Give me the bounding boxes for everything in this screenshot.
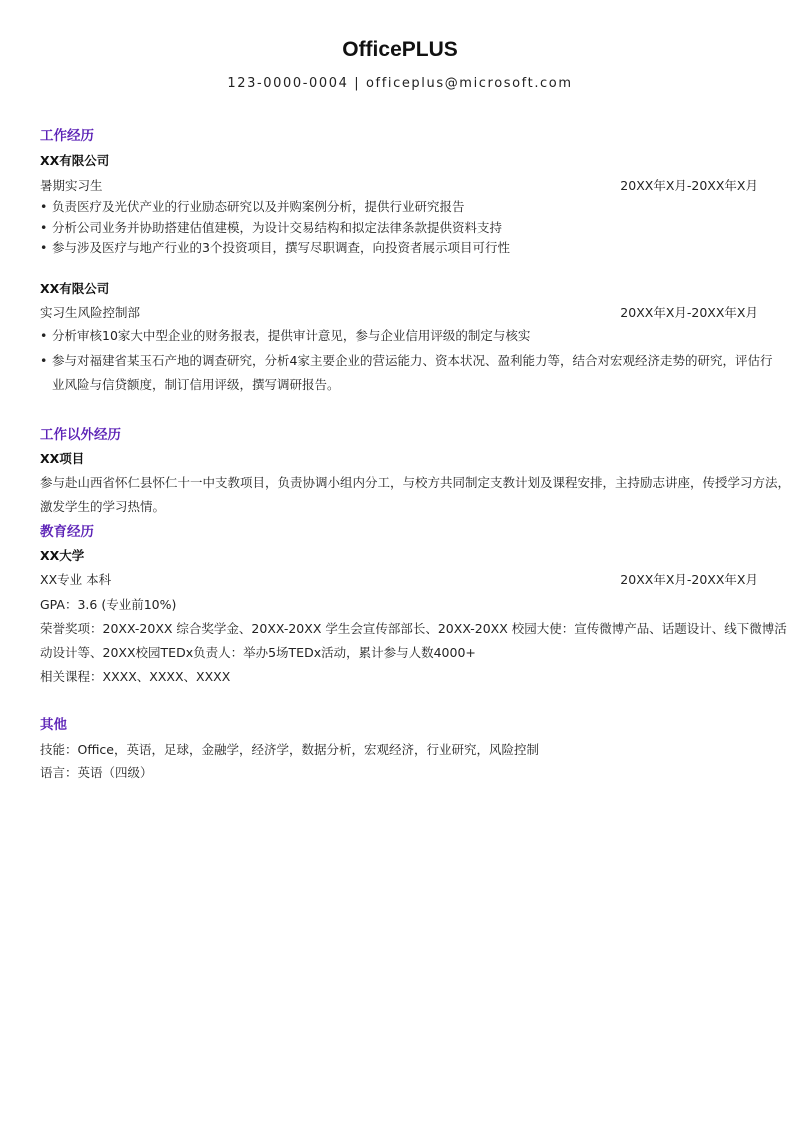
job-bullet	[40, 352, 772, 370]
job-bullet	[40, 219, 502, 237]
major: XX专业 本科	[40, 572, 112, 587]
job-bullet	[40, 239, 510, 257]
bullet-text: 分析公司业务并协助搭建估值建模，为设计交易结构和拟定法律条款提供资料支持	[52, 220, 503, 235]
education-date: 20XX年X月-20XX年X月	[620, 572, 758, 587]
courses: 相关课程：XXXX、XXXX、XXXX	[40, 669, 231, 684]
job-bullet	[40, 327, 530, 345]
school-name: XX大学	[40, 548, 85, 563]
honors: 动设计等、20XX校园TEDx负责人：举办5场TEDx活动，累计参与人数4000+	[40, 645, 476, 660]
language: 语言：英语（四级）	[40, 765, 153, 780]
honors: 荣誉奖项：20XX-20XX 综合奖学金、20XX-20XX 学生会宣传部部长、20XX-20XX 校园大使：宣传微博产品、话题设计、线下微博活	[40, 621, 787, 636]
project-desc: 参与赴山西省怀仁县怀仁十一中支教项目，负责协调小组内分工，与校方共同制定支教计划及课程安排，主持励志讲座，传授学习方法，	[40, 475, 791, 490]
job-date: 20XX年X月-20XX年X月	[620, 178, 758, 193]
bullet-continuation: 业风险与信贷额度，制订信用评级，撰写调研报告。	[52, 377, 340, 392]
section-title-education: 教育经历	[40, 524, 94, 540]
contact-info: 123-0000-0004 | officeplus@microsoft.com	[227, 76, 573, 91]
skills: 技能：Office，英语，足球，金融学，经济学，数据分析，宏观经济，行业研究，风险控制	[40, 742, 539, 757]
bullet-text: 负责医疗及光伏产业的行业励态研究以及并购案例分析，提供行业研究报告	[52, 199, 465, 214]
bullet-text: 分析审核10家大中型企业的财务报表，提供审计意见，参与企业信用评级的制定与核实	[52, 328, 531, 343]
job-role: 暑期实习生	[40, 178, 103, 193]
project-desc: 激发学生的学习热情。	[40, 499, 166, 514]
job-role: 实习生风险控制部	[40, 305, 141, 320]
bullet-text: 参与涉及医疗与地产行业的3个投资项目，撰写尽职调查，向投资者展示项目可行性	[52, 240, 510, 255]
gpa: GPA：3.6 (专业前10%)	[40, 597, 177, 612]
bullet-text: 参与对福建省某玉石产地的调查研究，分析4家主要企业的营运能力、资本状况、盈利能力等，结合对宏观经济走势的研究，评估行	[52, 353, 773, 368]
company-name: XX有限公司	[40, 153, 110, 168]
section-title-work: 工作经历	[40, 128, 94, 144]
section-title-other: 其他	[40, 717, 67, 733]
section-title-extra: 工作以外经历	[40, 427, 121, 443]
resume-name: OfficePLUS	[342, 38, 458, 61]
company-name: XX有限公司	[40, 281, 110, 296]
job-bullet	[40, 198, 465, 216]
job-date: 20XX年X月-20XX年X月	[620, 305, 758, 320]
project-name: XX项目	[40, 451, 85, 466]
